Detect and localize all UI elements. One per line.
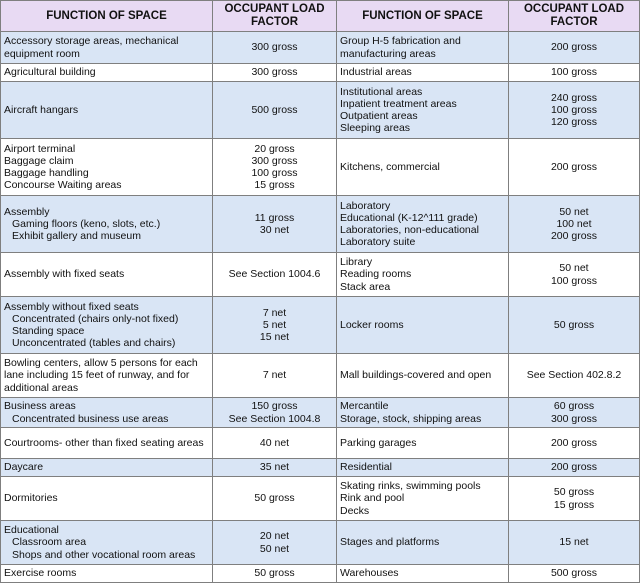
function-of-space-text: Reading rooms [340,268,412,281]
occupant-load-factor-cell [213,354,337,398]
occupant-load-factor-cell [509,398,640,428]
table-row [1,565,640,583]
occupant-load-factor-value: 200 gross [550,230,598,243]
header-occupant-load-factor: OCCUPANT LOAD FACTOR [213,1,337,32]
function-of-space-cell [337,32,509,64]
function-of-space-cell [337,139,509,196]
function-of-space-text: Shops and other vocational room areas [12,548,196,561]
occupant-load-factor-value: See Section 402.8.2 [526,369,622,382]
occupant-load-factor-value: See Section 1004.6 [228,268,321,281]
occupant-load-factor-cell [213,139,337,196]
occupant-load-factor-value: 240 gross [550,91,598,104]
occupant-load-factor-cell [213,32,337,64]
occupant-load-factor-cell [213,297,337,354]
occupant-load-factor-cell [509,196,640,253]
function-of-space-cell [337,459,509,477]
occupant-load-factor-value: 300 gross [251,66,298,79]
occupant-load-factor-cell [509,428,640,459]
function-of-space-text: Dormitories [4,492,58,505]
function-of-space-text: Mercantile [340,400,389,413]
occupant-load-factor-cell [509,354,640,398]
occupant-load-factor-value: 50 gross [553,486,595,499]
function-of-space-text: Parking garages [340,436,417,449]
occupant-load-factor-value: 20 gross [254,142,295,155]
function-of-space-cell [1,297,213,354]
function-of-space-text: Laboratory [340,199,391,212]
function-of-space-text: Stack area [340,280,391,293]
function-of-space-cell [1,521,213,565]
occupant-load-factor-cell [509,297,640,354]
function-of-space-text: Baggage claim [4,154,74,167]
function-of-space-cell [337,477,509,521]
occupant-load-factor-value: 60 gross [553,400,595,413]
function-of-space-text: Group H-5 fabrication and manufacturing areas [340,35,461,60]
table-row [1,459,640,477]
occupant-load-factor-value: 20 net [259,530,290,543]
function-of-space-text: Bowling centers, allow 5 persons for each lane including 15 feet of runway, and for additional areas [4,357,198,394]
occupant-load-factor-cell [509,139,640,196]
function-of-space-cell [1,32,213,64]
occupant-load-factor-cell [213,82,337,139]
function-of-space-text: Inpatient treatment areas [340,97,457,110]
occupant-load-factor-value: 7 net [262,306,287,319]
occupant-load-factor-value: 11 gross [254,211,295,224]
function-of-space-cell [337,297,509,354]
function-of-space-text: Laboratory suite [340,236,416,249]
occupant-load-factor-cell [213,398,337,428]
function-of-space-text: Exercise rooms [4,567,77,580]
function-of-space-text: Library [340,256,373,269]
function-of-space-text: Aircraft hangars [4,103,79,116]
function-of-space-text: Standing space [12,325,85,337]
function-of-space-text: Gaming floors (keno, slots, etc.) [12,217,161,230]
function-of-space-text: Agricultural building [4,66,96,79]
function-of-space-cell [1,354,213,398]
function-of-space-cell [337,82,509,139]
occupant-load-factor-value: 500 gross [251,103,298,116]
function-of-space-text: Assembly without fixed seats [4,300,139,313]
occupant-load-factor-cell [213,196,337,253]
function-of-space-text: Residential [340,461,392,474]
occupant-load-factor-value: 200 gross [550,461,598,474]
function-of-space-text: Concentrated (chairs only-not fixed) [12,312,179,325]
occupant-load-factor-value: 50 net [559,262,589,275]
occupant-load-factor-value: 100 gross [550,274,598,287]
occupant-load-factor-value: 50 gross [553,318,595,331]
occupant-load-factor-cell [509,64,640,82]
occupant-load-factor-value: 120 gross [550,116,598,129]
function-of-space-text: Warehouses [340,567,399,580]
occupant-load-factor-cell [509,565,640,583]
occupant-load-factor-value: 35 net [259,461,290,474]
occupant-load-factor-value: 100 net [556,217,592,230]
table-row [1,477,640,521]
occupant-load-factor-cell [509,82,640,139]
table-row [1,82,640,139]
function-of-space-text: Assembly with fixed seats [4,268,125,281]
function-of-space-text: Unconcentrated (tables and chairs) [12,337,176,350]
function-of-space-cell [337,354,509,398]
function-of-space-cell [1,139,213,196]
header-occupant-load-factor: OCCUPANT LOAD FACTOR [509,1,640,32]
occupant-load-factor-cell [213,64,337,82]
occupant-load-factor-cell [213,521,337,565]
header-function-of-space: FUNCTION OF SPACE [337,1,509,32]
occupant-load-factor-value: 30 net [259,224,290,236]
function-of-space-cell [337,565,509,583]
function-of-space-text: Business areas [4,400,76,413]
function-of-space-cell [337,428,509,459]
occupant-load-factor-value: 40 net [259,436,290,449]
occupant-load-factor-value: 15 net [559,536,589,549]
occupant-load-factor-cell [509,521,640,565]
function-of-space-text: Skating rinks, swimming pools [340,480,481,493]
table-row [1,139,640,196]
occupant-load-factor-value: 200 gross [550,436,598,449]
function-of-space-text: Educational (K-12^111 grade) [340,211,478,224]
function-of-space-cell [337,196,509,253]
function-of-space-text: Rink and pool [340,492,405,505]
function-of-space-text: Institutional areas [340,85,423,98]
function-of-space-text: Baggage handling [4,167,89,179]
occupant-load-factor-value: 7 net [262,369,287,382]
occupant-load-factor-value: 200 gross [550,41,598,54]
function-of-space-cell [337,253,509,297]
function-of-space-text: Locker rooms [340,318,404,331]
occupant-load-factor-value: 50 net [259,542,290,555]
function-of-space-text: Outpatient areas [340,110,418,122]
function-of-space-text: Exhibit gallery and museum [12,230,141,243]
function-of-space-cell [337,398,509,428]
function-of-space-cell [1,196,213,253]
occupant-load-factor-value: 15 gross [254,179,295,192]
occupant-load-factor-cell [213,565,337,583]
table-row [1,398,640,428]
occupant-load-factor-value: See Section 1004.8 [228,412,321,425]
function-of-space-text: Mall buildings-covered and open [340,369,492,382]
function-of-space-text: Stages and platforms [340,536,440,549]
occupant-load-factor-value: 50 net [559,205,589,218]
function-of-space-text: Assembly [4,205,50,218]
function-of-space-text: Industrial areas [340,66,412,79]
occupant-load-factor-value: 15 net [259,331,290,344]
occupant-load-factor-cell [509,459,640,477]
function-of-space-text: Decks [340,504,370,517]
function-of-space-text: Storage, stock, shipping areas [340,412,482,425]
table-body [1,32,640,583]
occupant-load-factor-value: 300 gross [550,412,598,425]
occupant-load-factor-value: 50 gross [254,567,295,580]
occupant-load-factor-value: 5 net [262,318,287,331]
table-row [1,428,640,459]
function-of-space-cell [1,459,213,477]
table-row [1,521,640,565]
function-of-space-text: Kitchens, commercial [340,160,440,173]
function-of-space-cell [1,428,213,459]
function-of-space-text: Educational [4,524,59,537]
occupant-load-factor-cell [213,428,337,459]
function-of-space-text: Classroom area [12,536,87,549]
table-row [1,354,640,398]
function-of-space-text: Sleeping areas [340,122,411,135]
function-of-space-cell [337,521,509,565]
function-of-space-text: Accessory storage areas, mechanical equipment room [4,35,179,60]
function-of-space-cell [1,64,213,82]
occupant-load-factor-value: 200 gross [550,160,598,173]
occupant-load-factor-cell [509,477,640,521]
occupant-load-factor-value: 500 gross [550,567,598,580]
occupant-load-factor-cell [509,253,640,297]
table-row [1,32,640,64]
function-of-space-text: Concentrated business use areas [12,412,169,425]
occupant-load-factor-cell [213,253,337,297]
table-row [1,253,640,297]
function-of-space-cell [1,477,213,521]
table-row [1,196,640,253]
occupant-load-factor-value: 15 gross [553,498,595,511]
occupant-load-factor-cell [213,477,337,521]
occupant-load-factor-value: 50 gross [254,492,295,505]
function-of-space-cell [1,253,213,297]
function-of-space-cell [337,64,509,82]
header-row [1,1,640,32]
table-row [1,297,640,354]
function-of-space-text: Concourse Waiting areas [4,179,122,192]
occupant-load-factor-value: 300 gross [251,41,298,54]
occupant-load-factor-cell [509,32,640,64]
header-function-of-space: FUNCTION OF SPACE [1,1,213,32]
function-of-space-text: Courtrooms- other than fixed seating areas [4,436,204,449]
occupant-load-factor-value: 100 gross [550,103,598,116]
occupant-load-factor-value: 300 gross [251,154,298,167]
function-of-space-cell [1,565,213,583]
function-of-space-text: Laboratories, non-educational [340,224,479,236]
occupant-load-factor-value: 150 gross [251,400,298,413]
function-of-space-text: Daycare [4,461,44,474]
function-of-space-cell [1,82,213,139]
occupant-load-factor-cell [213,459,337,477]
occupant-load-factor-value: 100 gross [550,66,598,79]
function-of-space-text: Airport terminal [4,142,76,155]
function-of-space-cell [1,398,213,428]
occupant-load-factor-value: 100 gross [251,167,298,179]
table-row [1,64,640,82]
